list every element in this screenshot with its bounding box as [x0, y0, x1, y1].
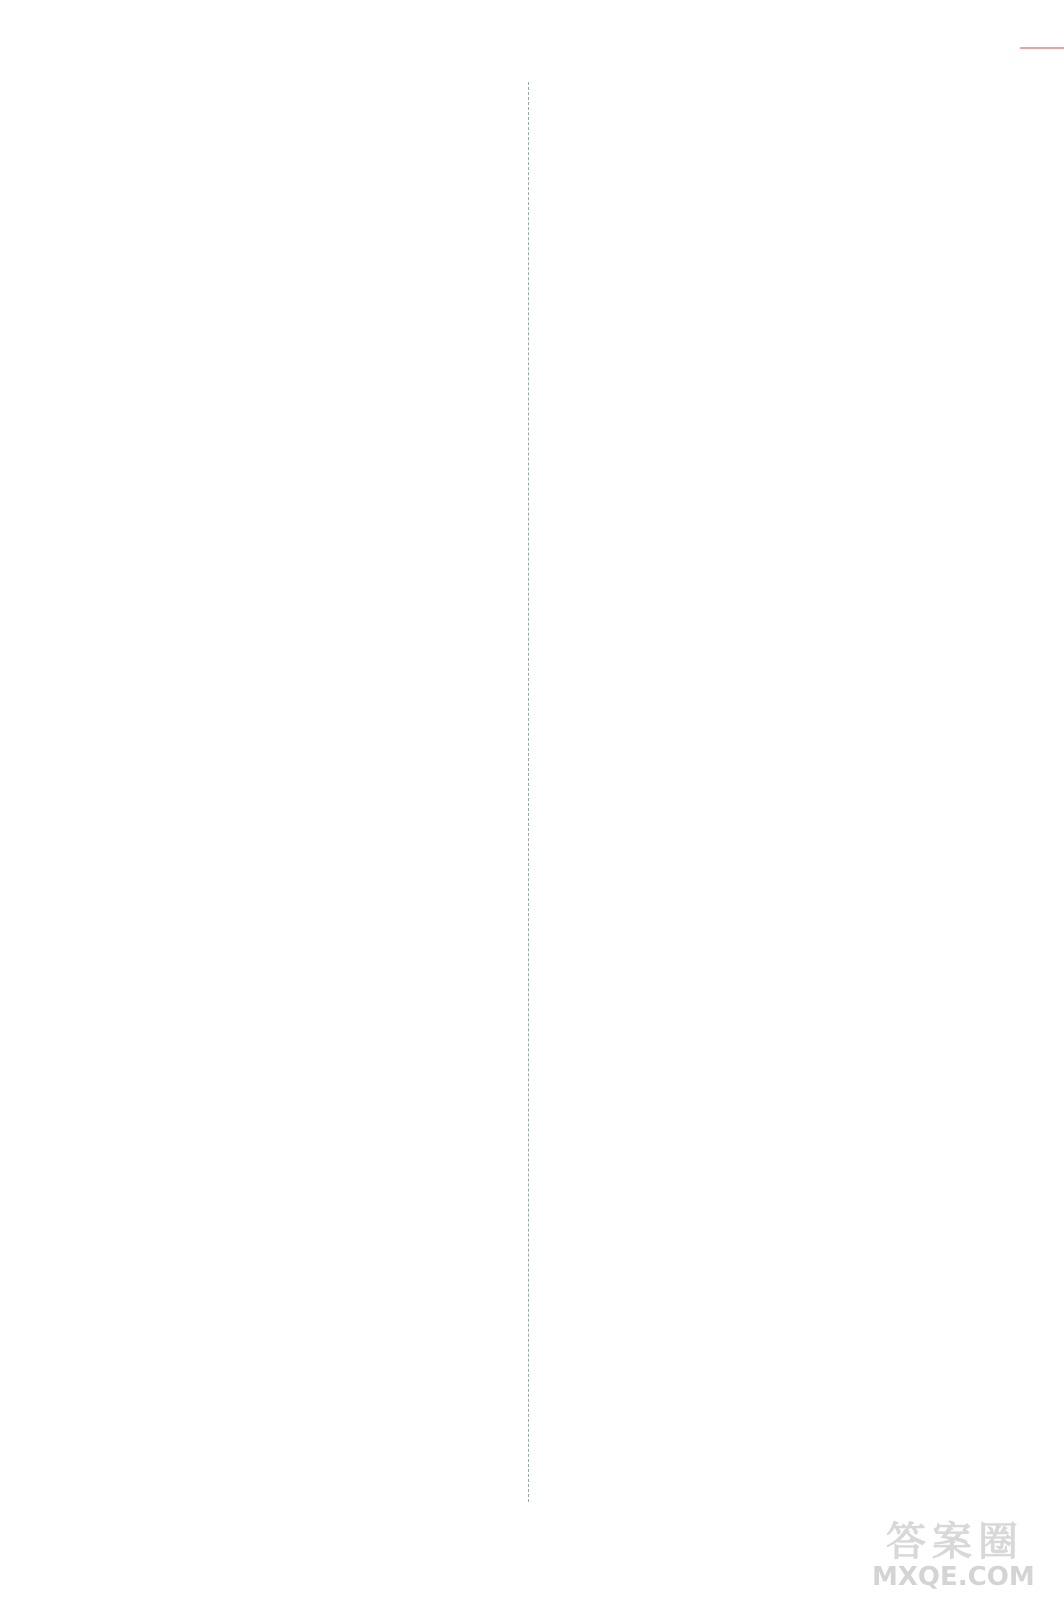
column-divider — [528, 82, 529, 1502]
watermark-logo: 答案圈 MXQE.COM — [872, 1519, 1035, 1592]
left-column — [60, 78, 500, 156]
unit-heading — [60, 78, 500, 130]
listening-title — [60, 130, 500, 156]
corner-mark — [1020, 47, 1064, 49]
